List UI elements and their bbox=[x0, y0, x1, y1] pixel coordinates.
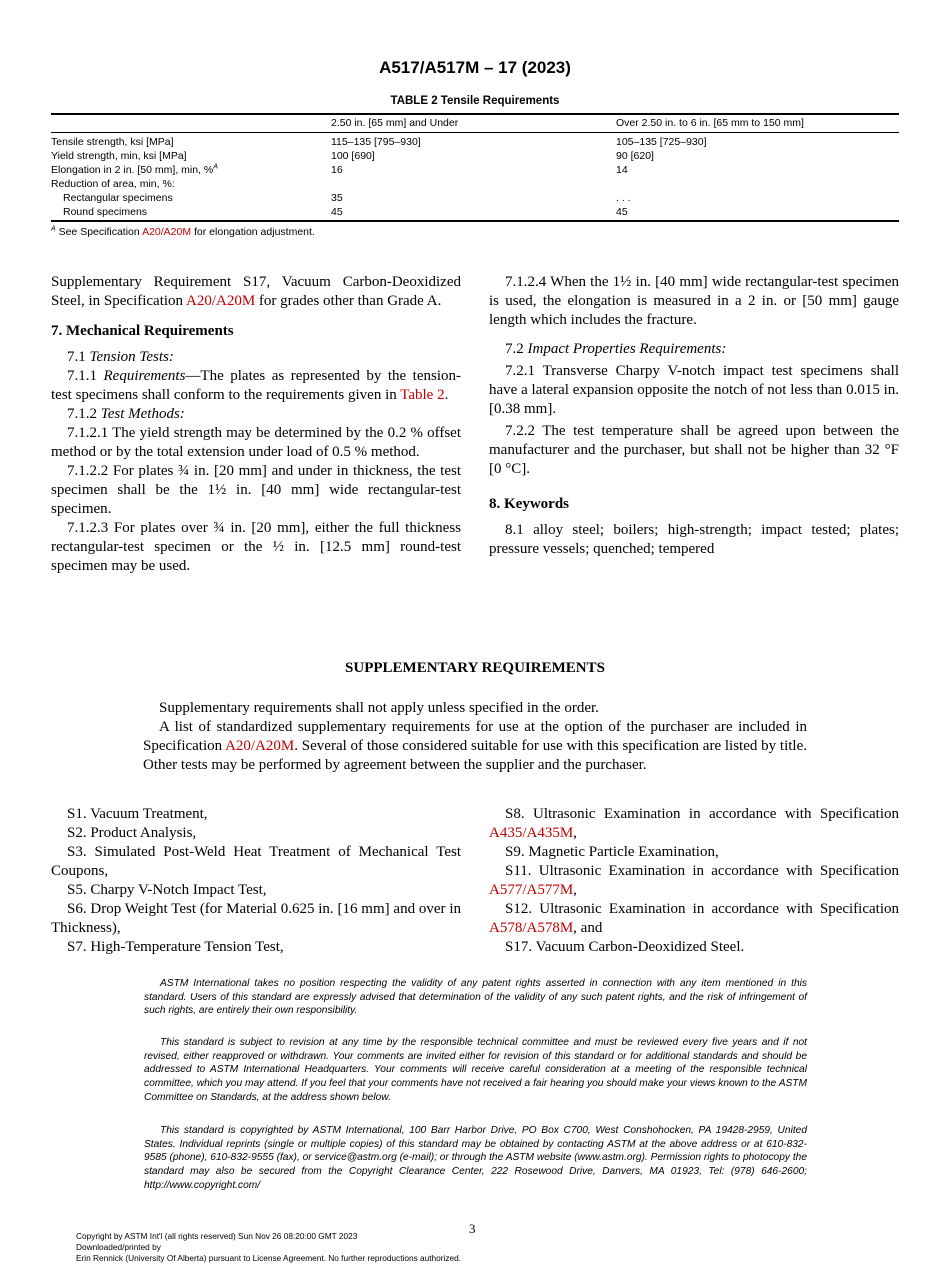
notice-revision bbox=[144, 1036, 807, 1105]
supplementary-list-left bbox=[51, 805, 461, 957]
intro-text: for grades other than Grade A. bbox=[255, 293, 442, 309]
para-text: A list of standardized supplementary requirements for use at the option of the purchaser are included in Specification bbox=[143, 719, 807, 754]
paragraph-7-1-2-4: 7.1.2.4 When the 1½ in. [40 mm] wide rectangular-test specimen is used, the elongation is measured in a 2 in. or [50 mm] gauge length which includes the fracture. bbox=[489, 274, 899, 328]
link-a20[interactable]: A20/A20M bbox=[185, 293, 256, 309]
right-column bbox=[489, 273, 899, 559]
table-bottom-rule bbox=[51, 220, 899, 222]
table-cell: 100 [690] bbox=[331, 150, 375, 162]
paragraph-7-1-2-2: 7.1.2.2 For plates ¾ in. [20 mm] and under in thickness, the test specimen shall be the 1½ in. [40 mm] wide rectangular-test specimen. bbox=[51, 463, 461, 517]
link-a578[interactable]: A578/A578M bbox=[489, 920, 574, 936]
link-table-2[interactable]: Table 2 bbox=[400, 387, 445, 403]
supp-item-s8 bbox=[489, 805, 899, 843]
notice-patent bbox=[144, 977, 807, 1018]
supplementary-list-right bbox=[489, 805, 899, 957]
notice-text: This standard is subject to revision at any time by the responsible technical committee and must be reviewed every five years and if not revised, either reapproved or withdrawn. Your comments are invited either for revision of this standard or for additional standards and should be addressed to ASTM International Headquarters. Your comments will receive careful consideration at a meeting of the responsible technical committee, which you may attend. If you feel that your comments have not received a fair hearing you should make your views known to the ASTM Committee on Standards, at the address shown below. bbox=[144, 1037, 807, 1103]
footer-line: Erin Rennick (University Of Alberta) pursuant to License Agreement. No further reproductions authorized. bbox=[76, 1253, 462, 1263]
supp-item-s6: S6. Drop Weight Test (for Material 0.625 in. [16 mm] and over in Thickness), bbox=[51, 901, 461, 936]
table-title: TABLE 2 Tensile Requirements bbox=[390, 95, 560, 107]
supp-item-s7: S7. High-Temperature Tension Test, bbox=[67, 939, 284, 955]
footer-line: Downloaded/printed by bbox=[76, 1242, 161, 1252]
item-text: S11. Ultrasonic Examination in accordance with Specification bbox=[505, 863, 899, 879]
footnote-mark: A bbox=[213, 163, 218, 171]
item-text: , bbox=[573, 825, 577, 841]
table-cell: 90 [620] bbox=[616, 150, 654, 162]
left-column bbox=[51, 273, 461, 576]
table-cell: 35 bbox=[331, 192, 343, 204]
para-text: . bbox=[444, 387, 449, 403]
table-cell: 105–135 [725–930] bbox=[616, 136, 707, 148]
supp-item-s9: S9. Magnetic Particle Examination, bbox=[505, 844, 719, 860]
paragraph-7-2-1: 7.2.1 Transverse Charpy V-notch impact test specimens shall have a lateral expansion opposite the notch of not less than 0.015 in. [0.38 mm]. bbox=[489, 363, 899, 417]
paragraph-7-1-2-1: 7.1.2.1 The yield strength may be determined by the 0.2 % offset method or by the total extension under load of 0.5 % method. bbox=[51, 425, 461, 460]
supp-item-s17: S17. Vacuum Carbon-Deoxidized Steel. bbox=[505, 939, 745, 955]
footer-line: Copyright by ASTM Int'l (all rights reserved) Sun Nov 26 08:20:00 GMT 2023 bbox=[76, 1231, 358, 1241]
para-title: Tension Tests: bbox=[89, 349, 174, 365]
link-a435[interactable]: A435/A435M bbox=[489, 825, 574, 841]
table-row-label: Rectangular specimens bbox=[63, 192, 173, 204]
notice-text: This standard is copyrighted by ASTM International, 100 Barr Harbor Drive, PO Box C700, West Conshohocken, PA 19428-2959, United States. Individual reprints (single or multiple copies) of this standard may be obtained by contacting ASTM at the above address or at 610-832-9585 (phone), 610-832-9555 (fax), or service@astm.org (e-mail); or through the ASTM website (www.astm.org). Permission rights to photocopy the standard may also be secured from the Copyright Clearance Center, 222 Rosewood Drive, Danvers, MA 01923, Tel: (978) 646-2600; http://www.copyright.com/ bbox=[144, 1125, 807, 1191]
table-cell: 45 bbox=[331, 206, 343, 218]
table-cell: 45 bbox=[616, 206, 628, 218]
intro-text: Supplementary Requirement S17, Vacuum Carbon-Deoxidized Steel, in Specification bbox=[51, 274, 461, 309]
table-header-rule bbox=[51, 132, 899, 133]
section-heading-8: 8. Keywords bbox=[489, 496, 569, 512]
footnote-text: See Specification bbox=[55, 226, 143, 238]
item-text: , and bbox=[573, 920, 603, 936]
para-text: —The plates as represented by the tension-test specimens shall conform to the requirements given in bbox=[51, 368, 461, 403]
notice-text: ASTM International takes no position respecting the validity of any patent rights asserted in connection with any item mentioned in this standard. Users of this standard are expressly advised that determination of the validity of any such patent rights, and the risk of infringement of such rights, are entirely their own responsibility. bbox=[144, 978, 807, 1017]
document-designation: A517/A517M – 17 (2023) bbox=[379, 58, 571, 77]
table-cell: . . . bbox=[616, 192, 631, 204]
supp-item-s3: S3. Simulated Post-Weld Heat Treatment of Mechanical Test Coupons, bbox=[51, 844, 461, 879]
footnote-mark: A bbox=[51, 225, 56, 233]
para-num: 7.2 bbox=[505, 341, 524, 357]
table-col-header-2: Over 2.50 in. to 6 in. [65 mm to 150 mm] bbox=[616, 117, 804, 129]
table-footnote bbox=[51, 225, 315, 239]
table-top-rule bbox=[51, 113, 899, 115]
paragraph-intro bbox=[51, 273, 461, 311]
para-text: . Several of those considered suitable for use with this specification are listed by title. Other tests may be performed by agreement between the supplier and the purchaser. bbox=[143, 738, 808, 773]
supplementary-intro-p2 bbox=[143, 718, 807, 775]
item-text: S12. Ultrasonic Examination in accordance with Specification bbox=[505, 901, 899, 917]
notice-copyright bbox=[144, 1124, 807, 1193]
supp-item-s12 bbox=[489, 900, 899, 938]
table-row-label bbox=[51, 163, 218, 177]
footnote-text: for elongation adjustment. bbox=[191, 226, 315, 238]
paragraph-7-2 bbox=[489, 340, 899, 359]
paragraph-7-1 bbox=[51, 348, 461, 367]
paragraph-7-1-1 bbox=[51, 367, 461, 405]
footnote-link-a20[interactable]: A20/A20M bbox=[142, 226, 192, 238]
para-title: Test Methods: bbox=[100, 406, 185, 422]
table-cell: 14 bbox=[616, 164, 628, 176]
table-cell: 16 bbox=[331, 164, 343, 176]
table-row-label: Tensile strength, ksi [MPa] bbox=[51, 136, 174, 148]
para-title: Impact Properties Requirements: bbox=[527, 341, 727, 357]
link-a577[interactable]: A577/A577M bbox=[489, 882, 574, 898]
link-a20[interactable]: A20/A20M bbox=[225, 738, 295, 754]
page-number: 3 bbox=[469, 1221, 476, 1236]
table-col-header-1: 2.50 in. [65 mm] and Under bbox=[331, 117, 459, 129]
paragraph-7-1-2 bbox=[51, 405, 461, 424]
supplementary-intro bbox=[143, 699, 807, 775]
table-row-label: Yield strength, min, ksi [MPa] bbox=[51, 150, 187, 162]
paragraph-7-2-2: 7.2.2 The test temperature shall be agreed upon between the manufacturer and the purchaser, but shall not be higher than 32 °F [0 °C]. bbox=[489, 423, 899, 477]
para-num: 7.1 bbox=[67, 349, 86, 365]
supp-item-s1: S1. Vacuum Treatment, bbox=[67, 806, 208, 822]
item-text: , bbox=[573, 882, 577, 898]
item-text: S8. Ultrasonic Examination in accordance with Specification bbox=[505, 806, 899, 822]
para-num: 7.1.2 bbox=[67, 406, 97, 422]
table-cell: 115–135 [795–930] bbox=[331, 136, 421, 148]
supplementary-intro-p1: Supplementary requirements shall not apply unless specified in the order. bbox=[159, 700, 599, 716]
table-row-label: Reduction of area, min, %: bbox=[51, 178, 175, 190]
para-num: 7.1.1 bbox=[67, 368, 97, 384]
table-row-label-text: Elongation in 2 in. [50 mm], min, % bbox=[51, 164, 214, 176]
supp-item-s5: S5. Charpy V-Notch Impact Test, bbox=[67, 882, 267, 898]
paragraph-7-1-2-3: 7.1.2.3 For plates over ¾ in. [20 mm], either the full thickness rectangular-test specimen or the ½ in. [12.5 mm] round-test specimen may be used. bbox=[51, 520, 461, 574]
paragraph-8-1: 8.1 alloy steel; boilers; high-strength; impact tested; plates; pressure vessels; quenched; tempered bbox=[489, 522, 899, 557]
para-title: Requirements bbox=[103, 368, 186, 384]
supplementary-heading: SUPPLEMENTARY REQUIREMENTS bbox=[345, 660, 605, 676]
supp-item-s11 bbox=[489, 862, 899, 900]
footer-copyright bbox=[76, 1231, 461, 1264]
supp-item-s2: S2. Product Analysis, bbox=[67, 825, 197, 841]
table-row-label: Round specimens bbox=[63, 206, 148, 218]
section-heading-7: 7. Mechanical Requirements bbox=[51, 323, 234, 339]
